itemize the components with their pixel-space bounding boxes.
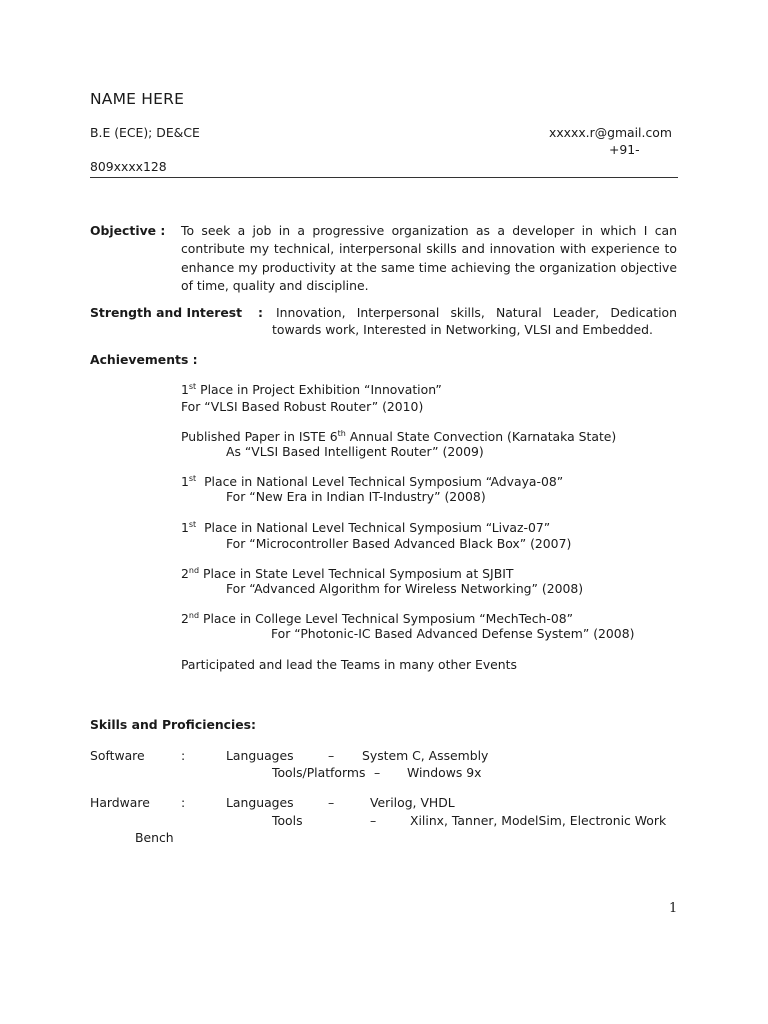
skill-colon: :: [181, 748, 186, 763]
skill-value: Windows 9x: [407, 765, 482, 780]
header-divider: [90, 177, 678, 178]
skill-dash: –: [374, 765, 381, 780]
achievement-title: 2nd Place in College Level Technical Symposium “MechTech-08”: [181, 611, 574, 626]
skill-dash: –: [328, 748, 335, 763]
achievement-detail: For “Advanced Algorithm for Wireless Networking” (2008): [226, 581, 584, 596]
skill-dash: –: [370, 813, 377, 828]
achievement-title: 1st Place in Project Exhibition “Innovation”: [181, 382, 442, 397]
skill-category-hardware: Hardware: [90, 795, 150, 810]
strength-line-2: towards work, Interested in Networking, VLSI and Embedded.: [272, 322, 653, 337]
achievements-label: Achievements :: [90, 352, 198, 367]
achievement-title: 1st Place in National Level Technical Symposium “Livaz-07”: [181, 520, 551, 535]
skill-value: Xilinx, Tanner, ModelSim, Electronic Work: [410, 813, 667, 828]
strength-separator: :: [258, 305, 263, 320]
skills-label: Skills and Proficiencies:: [90, 717, 256, 732]
skill-value: System C, Assembly: [362, 748, 489, 763]
achievement-detail: For “New Era in Indian IT-Industry” (2008): [226, 489, 486, 504]
phone-prefix: +91-: [609, 142, 640, 157]
achievement-title: 1st Place in National Level Technical Symposium “Advaya-08”: [181, 474, 564, 489]
page-number: 1: [669, 901, 678, 916]
skill-key: Languages: [226, 748, 294, 763]
objective-text: To seek a job in a progressive organization as a developer in which I can contribute my technical, interpersonal skills and innovation with experience to enhance my productivity at the same time achieving the organization objective of time, quality and discipline.: [181, 223, 677, 294]
degree: B.E (ECE); DE&CE: [90, 125, 200, 140]
email: xxxxx.r@gmail.com: [549, 125, 672, 140]
achievement-title: Published Paper in ISTE 6th Annual State Convection (Karnataka State): [181, 429, 617, 444]
skill-dash: –: [328, 795, 335, 810]
skill-value: Verilog, VHDL: [370, 795, 455, 810]
candidate-name: NAME HERE: [90, 90, 185, 108]
skill-key: Tools/Platforms: [272, 765, 366, 780]
strength-line-1: Innovation, Interpersonal skills, Natural Leader, Dedication: [276, 305, 677, 320]
phone-number: 809xxxx128: [90, 159, 167, 174]
achievement-detail: For “VLSI Based Robust Router” (2010): [181, 399, 424, 414]
achievements-closing: Participated and lead the Teams in many other Events: [181, 657, 517, 672]
skill-key: Tools: [272, 813, 303, 828]
achievement-detail: For “Microcontroller Based Advanced Black Box” (2007): [226, 536, 572, 551]
achievement-title: 2nd Place in State Level Technical Symposium at SJBIT: [181, 566, 514, 581]
achievement-detail: For “Photonic-IC Based Advanced Defense System” (2008): [271, 626, 635, 641]
strength-label: Strength and Interest: [90, 305, 243, 320]
skill-colon: :: [181, 795, 186, 810]
skill-value-continued: Bench: [135, 830, 174, 845]
objective-label: Objective :: [90, 223, 166, 238]
skill-category-software: Software: [90, 748, 145, 763]
skill-key: Languages: [226, 795, 294, 810]
achievement-detail: As “VLSI Based Intelligent Router” (2009): [226, 444, 484, 459]
